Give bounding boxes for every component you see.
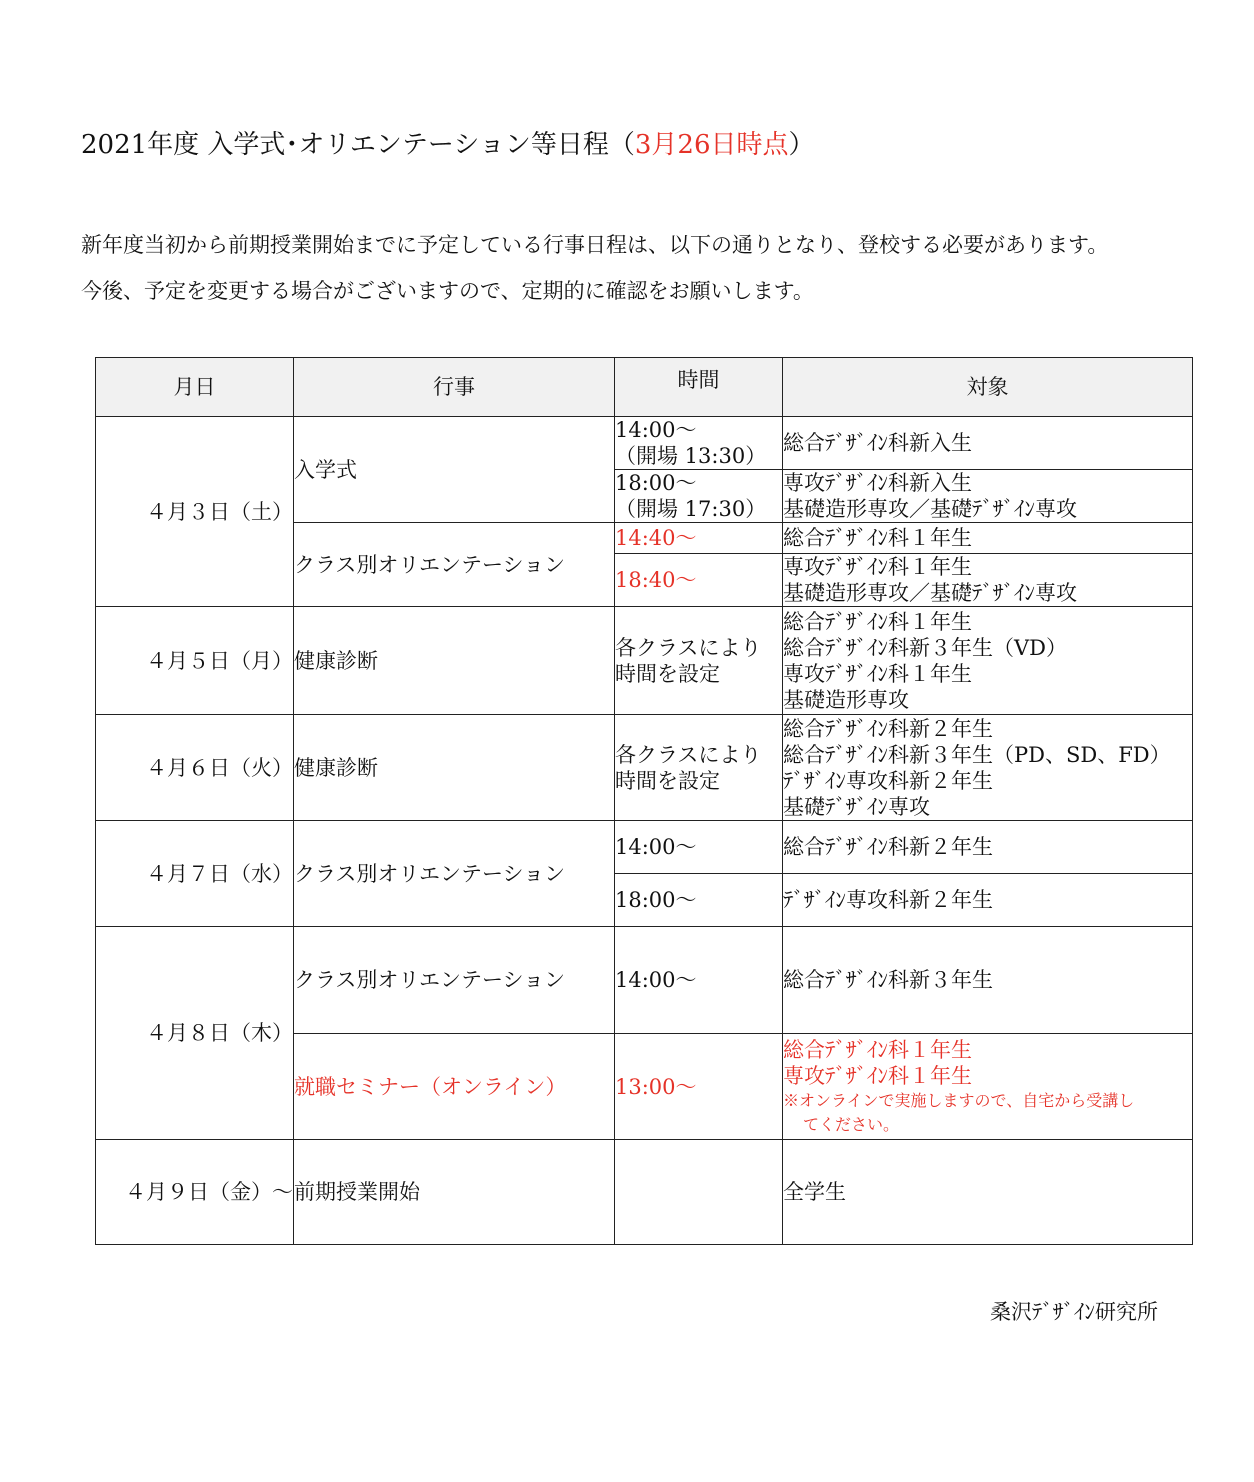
date-cell: ４月７日（水） [96,821,294,927]
event-cell: 就職セミナー（オンライン） [294,1034,615,1140]
target-line: ﾃﾞｻﾞｲﾝ専攻科新２年生 [783,768,993,793]
time-cell: 14:40～ [615,523,783,554]
event-cell: 入学式 [294,417,615,523]
intro-text [81,222,1108,314]
time-cell: 13:00～ [615,1034,783,1140]
time-cell [615,715,783,821]
time-line: 時間を設定 [615,768,720,793]
target-line: 基礎造形専攻 [783,687,909,712]
intro-line-2: 今後、予定を変更する場合がございますので、定期的に確認をお願いします。 [81,279,814,303]
target-cell: 総合ﾃﾞｻﾞｲﾝ科新３年生 [783,927,1193,1034]
page-title [81,127,815,163]
time-cell: 18:00～ [615,874,783,927]
table-row [96,1140,1193,1245]
target-cell: ﾃﾞｻﾞｲﾝ専攻科新２年生 [783,874,1193,927]
event-cell: 健康診断 [294,607,615,715]
note-line: てください。 [803,1114,900,1134]
target-cell: 総合ﾃﾞｻﾞｲﾝ科新２年生 [783,821,1193,874]
event-cell: 前期授業開始 [294,1140,615,1245]
target-cell [783,417,1193,470]
header-target: 対象 [783,358,1193,417]
date-cell: ４月９日（金）～ [96,1140,294,1245]
event-cell: クラス別オリエンテーション [294,927,615,1034]
time-cell [615,1140,783,1245]
event-cell: クラス別オリエンテーション [294,523,615,607]
event-cell: クラス別オリエンテーション [294,821,615,927]
target-line: 総合ﾃﾞｻﾞｲﾝ科新入生 [783,431,972,455]
date-cell: ４月３日（土） [96,417,294,607]
target-cell: 総合ﾃﾞｻﾞｲﾝ科１年生 [783,523,1193,554]
target-line: 基礎ﾃﾞｻﾞｲﾝ専攻 [783,794,930,819]
table-row [96,715,1193,821]
time-line: （開場 13:30） [615,444,767,468]
time-line: 18:00～ [615,471,697,495]
time-line: 時間を設定 [615,661,720,686]
note-line: ※オンラインで実施しますので、自宅から受講し [783,1090,1135,1110]
table-row [96,927,1193,1034]
table-row [96,417,1193,470]
target-line: 専攻ﾃﾞｻﾞｲﾝ科１年生 [783,1063,972,1088]
target-cell: 全学生 [783,1140,1193,1245]
time-cell: 18:40～ [615,554,783,607]
target-line: 専攻ﾃﾞｻﾞｲﾝ科１年生 [783,661,972,686]
time-cell: 14:00～ [615,821,783,874]
event-cell: 健康診断 [294,715,615,821]
target-line: 総合ﾃﾞｻﾞｲﾝ科新３年生（VD） [783,635,1068,660]
time-cell: 14:00～ [615,927,783,1034]
table-row [96,821,1193,874]
header-event: 行事 [294,358,615,417]
title-close: ） [788,130,815,160]
target-line: 専攻ﾃﾞｻﾞｲﾝ科新入生 [783,471,972,495]
intro-line-1: 新年度当初から前期授業開始までに予定している行事日程は、以下の通りとなり、登校する必要があります。 [81,233,1109,257]
title-main: 2021年度 入学式･オリエンテーション等日程（ [81,130,635,160]
target-cell [783,554,1193,607]
time-cell [615,470,783,523]
online-note [783,1089,1192,1137]
target-line: 総合ﾃﾞｻﾞｲﾝ科新２年生 [783,716,993,741]
target-line: 基礎造形専攻／基礎ﾃﾞｻﾞｲﾝ専攻 [783,497,1077,521]
time-line: 各クラスにより [615,742,762,767]
time-cell [615,607,783,715]
header-time: 時間 [615,358,783,417]
table-header-row [96,358,1193,417]
date-cell: ４月５日（月） [96,607,294,715]
time-line: 14:00～ [615,418,697,442]
title-date-highlight: 3月26日時点 [634,130,789,160]
target-line: 総合ﾃﾞｻﾞｲﾝ科１年生 [783,609,972,634]
time-line: （開場 17:30） [615,497,767,521]
target-line: 総合ﾃﾞｻﾞｲﾝ科新３年生（PD、SD、FD） [783,742,1171,767]
date-cell: ４月６日（火） [96,715,294,821]
target-cell [783,1034,1193,1140]
table-row [96,607,1193,715]
target-cell [783,470,1193,523]
time-line: 各クラスにより [615,635,762,660]
target-cell [783,715,1193,821]
time-cell [615,417,783,470]
schedule-table [95,357,1193,1245]
target-line: 基礎造形専攻／基礎ﾃﾞｻﾞｲﾝ専攻 [783,581,1077,605]
organization-name: 桑沢ﾃﾞｻﾞｲﾝ研究所 [990,1300,1158,1324]
date-cell: ４月８日（木） [96,927,294,1140]
header-date: 月日 [96,358,294,417]
target-line: 総合ﾃﾞｻﾞｲﾝ科１年生 [783,1037,972,1062]
target-line: 専攻ﾃﾞｻﾞｲﾝ科１年生 [783,555,972,579]
target-cell [783,607,1193,715]
